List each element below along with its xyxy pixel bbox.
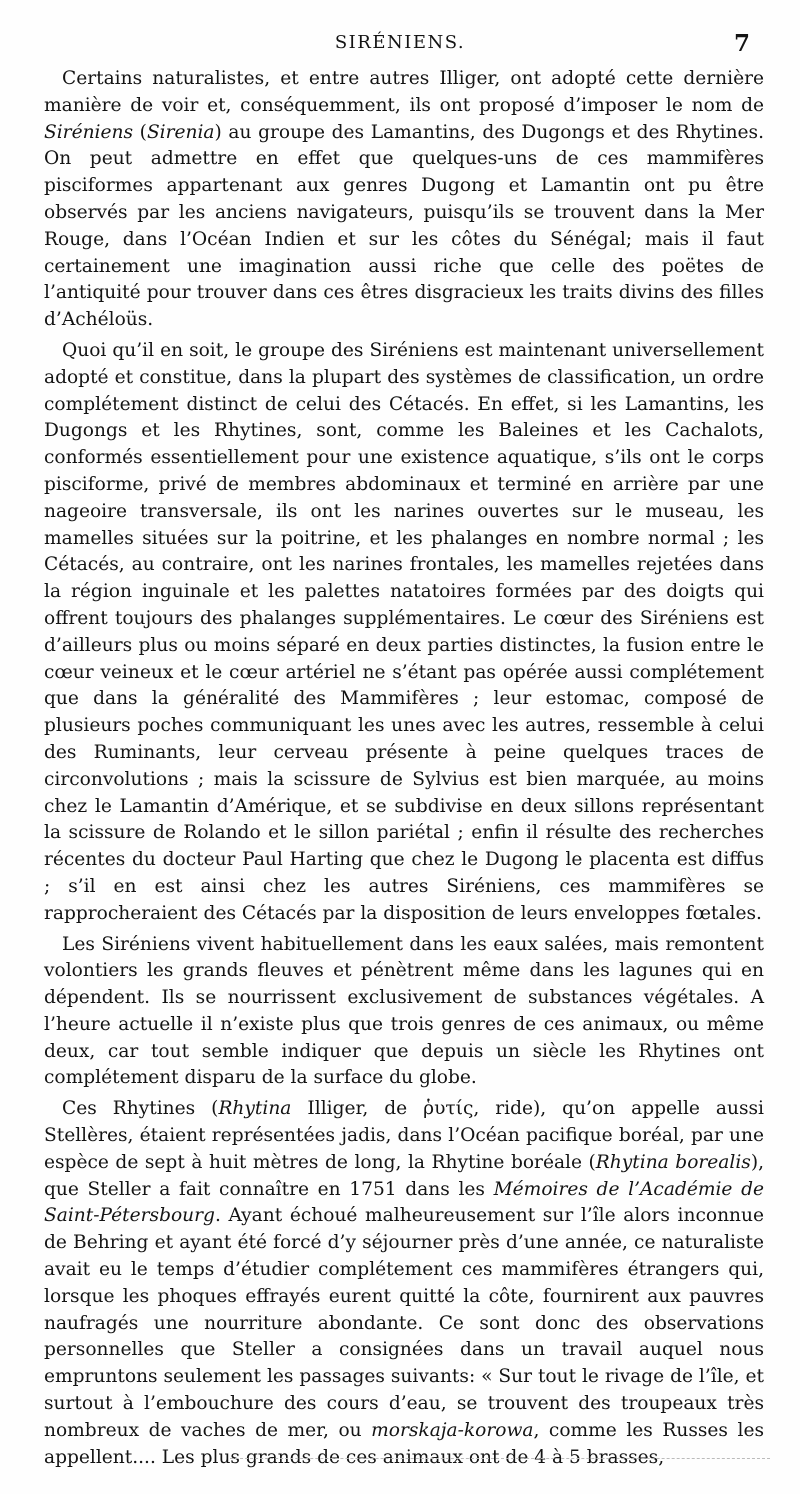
text-run: Les Siréniens vivent habituellement dans les eaux salées, mais remontent volontiers les grands fleuves et pénètrent même dans les lagunes qui en dépendent. Ils se nourrissent exclusivement de substances végétales. A l’heure actuelle il n’existe plus que trois genres de ces animaux, ou même deux, car tout semble indiquer que depuis un siècle les Rhytines ont complétement disparu de la surface du globe. [44, 933, 764, 1089]
text-run: Quoi qu’il en soit, le groupe des Siréniens est maintenant universellement adopté et constitue, dans la plupart des systèmes de classification, un ordre complétement distinct de celui des Cétacés. En effet, si les Lamantins, les Dugongs et les Rhytines, sont, comme les Baleines et les Cachalots, conformés essentiellement pour une existence aquatique, s’ils ont le corps pisciforme, privé de membres abdominaux et terminé en arrière par une nageoire transversale, ils ont les narines ouvertes sur le museau, les mamelles situées sur la poitrine, et les phalanges en nombre normal ; les Cétacés, au contraire, ont les narines frontales, les mamelles rejetées dans la région inguinale et les palettes natatoires formées par des doigts qui offrent toujours des phalanges supplémentaires. Le cœur des Siréniens est d’ailleurs plus ou moins séparé en deux parties distinctes, la fusion entre le cœur veineux et le cœur artériel ne s’étant pas opérée aussi complétement que dans la généralité des Mammifères ; leur estomac, composé de plusieurs poches communiquant les unes avec les autres, ressemble à celui des Ruminants, leur cerveau présente à peine quelques traces de circonvolutions ; mais la scissure de Sylvius est bien marquée, au moins chez le Lamantin d’Amérique, et se subdivise en deux sillons représentant la scissure de Rolando et le sillon pariétal ; enfin il résulte des recherches récentes du docteur Paul Harting que chez le Dugong le placenta est diffus ; s’il en est ainsi chez les autres Siréniens, ces mammifères se rapprocheraient des Cétacés par la disposition de leurs enveloppes fœtales. [44, 339, 764, 924]
italic-run: Rhytina [218, 1098, 292, 1120]
text-run: Certains naturalistes, et entre autres Illiger, ont adopté cette dernière manière de voir et, conséquemment, ils ont proposé d’imposer le nom de [44, 68, 764, 116]
page-number: 7 [733, 30, 750, 57]
text-run: ( [133, 121, 147, 143]
text-run: ), que Steller a fait connaître en 1751 dans les [44, 1151, 764, 1200]
text-run: Illiger, de ῥυτίς, ride), qu’on appelle aussi Stellères, étaient représentées jadis, dans l’Océan pacifique boréal, par une espèce de sept à huit mètres de long, la Rhytine boréale ( [44, 1098, 764, 1173]
italic-run: morskaja-korowa [371, 1419, 534, 1441]
paragraph [44, 1096, 764, 1471]
text-run: , comme les Russes les appellent.... Les plus grands de ces animaux ont de 4 à 5 brasses, [44, 1419, 764, 1468]
text-run: . Ayant échoué malheureusement sur l’île alors inconnue de Behring et ayant été forcé d’y séjourner près d’une année, ce naturaliste avait eu le temps d’étudier complétement ces mammifères étrangers qui, lorsque les phoques effrayés eurent quitté la côte, fournirent aux pauvres naufragés une nourriture abondante. Ce sont donc des observations personnelles que Steller a consignées dans un travail auquel nous empruntons seulement les passages suivants: « Sur tout le rivage de l’île, et surtout à l’embouchure des cours d’eau, se trouvent des troupeaux très nombreux de vaches de mer, ou [44, 1205, 764, 1441]
paragraph [44, 932, 764, 1093]
running-title: SIRÉNIENS. [334, 32, 466, 53]
paragraph [44, 66, 764, 334]
italic-run: Mémoires de l’Académie de Saint-Pétersbourg [44, 1178, 764, 1227]
running-head [0, 32, 800, 62]
italic-run: Rhytina borealis [595, 1151, 751, 1173]
text-run: ) au groupe des Lamantins, des Dugongs et des Rhytines. On peut admettre en effet que quelques-uns de ces mammifères pisciformes appartenant aux genres Dugong et Lamantin ont pu être observés par les anciens navigateurs, puisqu’ils se trouvent dans la Mer Rouge, dans l’Océan Indien et sur les côtes du Sénégal; mais il faut certainement une imagination aussi riche que celle des poëtes de l’antiquité pour trouver dans ces êtres disgracieux les traits divins des filles d’Achéloüs. [44, 121, 764, 331]
body-text [44, 66, 764, 1475]
footer-rule [230, 1458, 770, 1459]
italic-run: Sirenia [146, 121, 215, 143]
italic-run: Siréniens [44, 121, 134, 143]
text-run: Ces Rhytines ( [62, 1098, 219, 1120]
paragraph [44, 338, 764, 928]
